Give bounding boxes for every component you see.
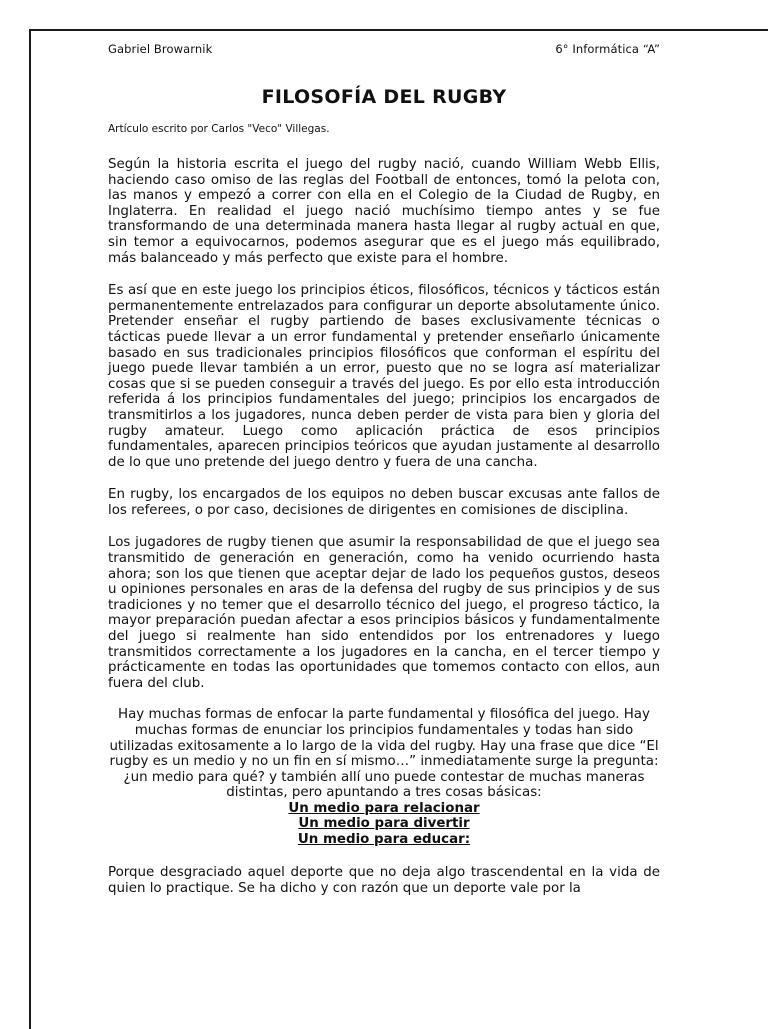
list-item-divertir: Un medio para divertir (298, 816, 470, 832)
course-label: 6° Informática “A” (555, 42, 660, 56)
centered-paragraph: Hay muchas formas de enfocar la parte fundamental y filosófica del juego. Hay muchas formas de enunciar los principios fundamentales y todas han sido utilizadas exitosamente a lo largo de la vida del rugby. Hay una frase que dice “El rugby es un medio y no un fin en sí mismo…” inmediatamente surge la pregunta: ¿un medio para qué? y también allí uno puede contestar de muchas maneras distintas, pero apuntando a tres cosas básicas: (109, 707, 659, 801)
paragraph-3: En rugby, los encargados de los equipos no deben buscar excusas ante fallos de los referees, o por caso, decisiones de dirigentes en comisiones de disciplina. (108, 487, 660, 518)
paragraph-2: Es así que en este juego los principios éticos, filosóficos, técnicos y tácticos están permanentemente entrelazados para configurar un deporte absolutamente único. Pretender enseñar el rugby partiendo de bases exclusivamente técnicas o tácticas puede llevar a un error fundamental y pretender enseñarlo únicamente basado en sus tradicionales principios filosóficos que conforman el espíritu del juego puede llevar también a un error, puesto que no se logra así materializar cosas que si se pueden conseguir a través del juego. Es por ello esta introducción referida á los principios fundamentales del juego; principios los encargados de transmitirlos a los jugadores, nunca deben perder de vista para bien y gloria del rugby amateur. Luego como aplicación práctica de esos principios fundamentales, aparecen principios teóricos que ayudan justamente al desarrollo de lo que uno pretende del juego dentro y fuera de una cancha. (108, 283, 660, 470)
byline: Artículo escrito por Carlos "Veco" Villegas. (108, 123, 330, 135)
page-header (108, 42, 660, 56)
paragraph-final: Porque desgraciado aquel deporte que no deja algo trascendental en la vida de quien lo practique. Se ha dicho y con razón que un deporte vale por la (108, 865, 660, 896)
list-item-educar: Un medio para educar: (297, 831, 471, 847)
author-name: Gabriel Browarnik (108, 42, 213, 56)
list-item-relacionar: Un medio para relacionar (288, 800, 480, 816)
paragraph-1: Según la historia escrita el juego del rugby nació, cuando William Webb Ellis, haciendo caso omiso de las reglas del Football de entonces, tomó la pelota con, las manos y empezó a correr con ella en el Colegio de la Ciudad de Rugby, en Inglaterra. En realidad el juego nació muchísimo tiempo antes y se fue transformando de una determinada manera hasta llegar al rugby actual en que, sin temor a equivocarnos, podemos asegurar que es el juego más equilibrado, más balanceado y más perfecto que existe para el hombre. (108, 157, 660, 266)
document-body (108, 42, 660, 896)
paragraph-4: Los jugadores de rugby tienen que asumir la responsabilidad de que el juego sea transmitido de generación en generación, como ha venido ocurriendo hasta ahora; son los que tienen que aceptar dejar de lado los pequeños gustos, deseos u opiniones personales en aras de la defensa del rugby de sus principios y de sus tradiciones y no temer que el desarrollo técnico del juego, el progreso táctico, la mayor preparación puedan afectar a esos principios básicos y fundamentalmente del juego si realmente han sido entendidos por los entrenadores y luego transmitidos correctamente a los jugadores en la cancha, en el tercer tiempo y prácticamente en todas las oportunidades que tomemos contacto con ellos, aun fuera del club. (108, 535, 660, 691)
document-title: FILOSOFÍA DEL RUGBY (261, 86, 507, 108)
